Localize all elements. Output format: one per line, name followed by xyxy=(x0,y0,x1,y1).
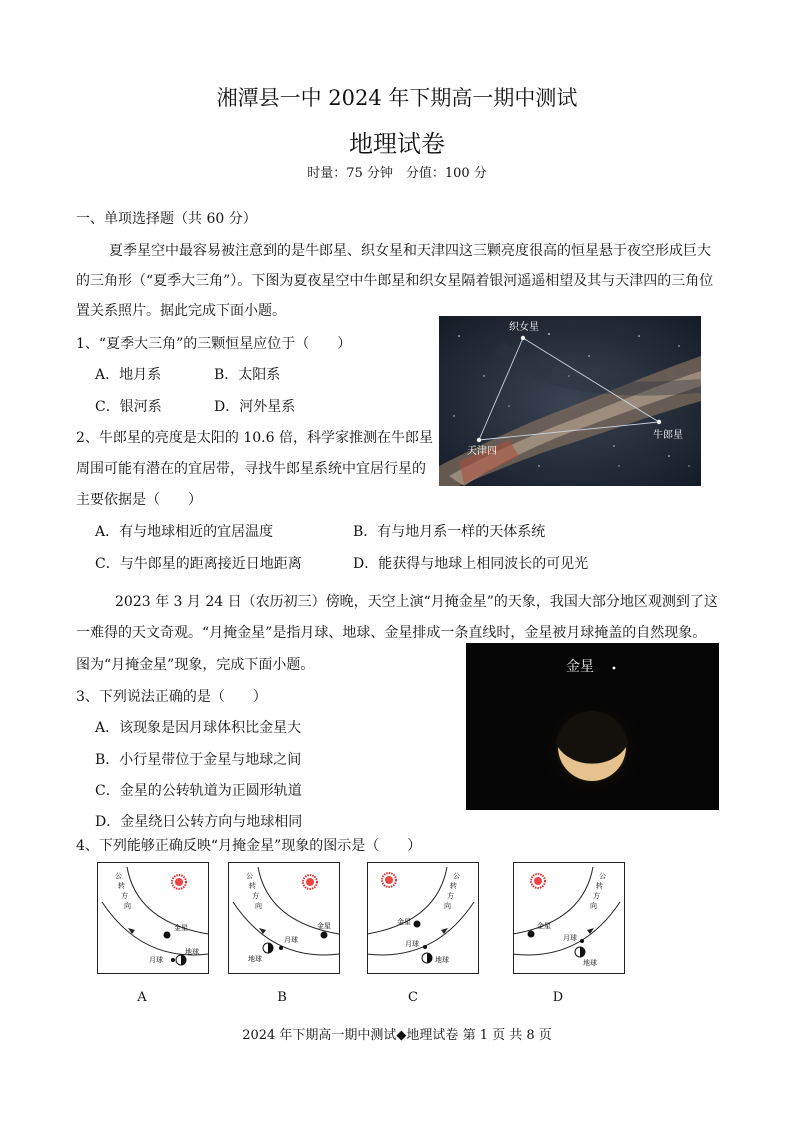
q2-option-d: D．能获得与地球上相同波长的可见光 xyxy=(353,556,589,572)
diagram-d xyxy=(513,862,625,974)
q1-option-d: D．河外星系 xyxy=(214,399,296,415)
earth-text: 地球 xyxy=(435,956,449,964)
q2-stem-line-2: 周围可能有潜在的宜居带，寻找牛郎星系统中宜居行星的 xyxy=(76,461,426,477)
moon-text: 月球 xyxy=(149,956,163,964)
diagram-d-label: D xyxy=(552,990,564,1005)
passage2-line-2: 一难得的天文奇观。“月掩金星”是指月球、地球、金星排成一条直线时，金星被月球掩盖的自然现象。 xyxy=(76,625,707,641)
moon-venus-photo xyxy=(466,643,719,810)
passage1-line-2: 的三角形（“夏季大三角”）。下图为夏夜星空中牛郎星和织女星隔着银河遥遥相望及其与天津四的三角位 xyxy=(76,273,714,289)
sun-icon xyxy=(172,875,186,889)
sun-icon xyxy=(531,874,545,888)
moon-text: 月球 xyxy=(284,936,298,944)
sun-icon xyxy=(303,875,317,889)
q2-option-b: B．有与地月系一样的天体系统 xyxy=(353,524,546,540)
q4-stem: 4、下列能够正确反映“月掩金星”现象的图示是（ ） xyxy=(76,838,422,854)
exam-title: 湘潭县一中 2024 年下期高一期中测试 xyxy=(216,86,578,110)
summer-triangle-photo xyxy=(439,316,701,486)
subject-title: 地理试卷 xyxy=(349,130,445,158)
svg-text:方: 方 xyxy=(121,892,128,900)
q1-option-a: A．地月系 xyxy=(95,367,162,383)
q1-option-b: B．太阳系 xyxy=(214,367,281,383)
earth-text: 地球 xyxy=(583,959,597,967)
vega-label: 织女星 xyxy=(509,322,539,333)
svg-text:转: 转 xyxy=(450,882,457,890)
svg-text:向: 向 xyxy=(255,902,262,910)
q1-stem: 1、“夏季大三角”的三颗恒星应位于（ ） xyxy=(76,336,352,352)
diagram-b xyxy=(228,862,340,974)
diagram-a-label: A xyxy=(137,990,147,1005)
svg-text:公: 公 xyxy=(246,872,253,880)
svg-text:公: 公 xyxy=(453,872,460,880)
diagram-a xyxy=(97,862,209,974)
venus-dot xyxy=(528,931,535,938)
section-heading: 一、单项选择题（共 60 分） xyxy=(76,211,257,227)
moon-dot xyxy=(423,945,427,949)
venus-dot xyxy=(414,921,421,928)
svg-text:公: 公 xyxy=(115,872,122,880)
earth-text: 地球 xyxy=(248,955,262,963)
diagram-c-label: C xyxy=(408,990,418,1005)
earth-icon xyxy=(422,953,432,963)
q2-stem-line-1: 2、牛郎星的亮度是太阳的 10.6 倍，科学家推测在牛郎星 xyxy=(76,430,433,446)
exam-meta: 时量：75 分钟 分值：100 分 xyxy=(307,166,487,181)
passage2-line-1: 2023 年 3 月 24 日（农历初三）傍晚，天空上演“月掩金星”的天象，我国大部分地区观测到了这 xyxy=(115,594,718,610)
svg-text:向: 向 xyxy=(590,902,597,910)
moon-text: 月球 xyxy=(563,934,577,942)
venus-text: 金星 xyxy=(174,924,188,932)
q3-option-a: A．该现象是因月球体积比金星大 xyxy=(95,720,302,736)
svg-text:向: 向 xyxy=(124,902,131,910)
q2-option-a: A．有与地球相近的宜居温度 xyxy=(95,524,274,540)
q1-option-c: C．银河系 xyxy=(95,399,162,415)
svg-text:转: 转 xyxy=(249,882,256,890)
moon-text: 月球 xyxy=(405,940,419,948)
passage2-line-3: 图为“月掩金星”现象，完成下面小题。 xyxy=(76,657,315,673)
earth-icon xyxy=(575,947,585,957)
deneb-label: 天津四 xyxy=(467,446,497,457)
moon-dot xyxy=(171,958,175,962)
passage1-line-3: 置关系照片。据此完成下面小题。 xyxy=(76,303,286,319)
svg-text:方: 方 xyxy=(252,892,259,900)
svg-text:转: 转 xyxy=(118,882,125,890)
venus-dot xyxy=(164,932,171,939)
earth-icon xyxy=(263,943,273,953)
q2-stem-line-3: 主要依据是（ ） xyxy=(76,492,202,508)
venus-text: 金星 xyxy=(317,922,331,930)
earth-icon xyxy=(176,955,186,965)
venus-text: 金星 xyxy=(537,922,551,930)
page-footer: 2024 年下期高一期中测试◆地理试卷 第 1 页 共 8 页 xyxy=(242,1028,552,1043)
moon-dot xyxy=(580,939,584,943)
venus-dot xyxy=(321,932,328,939)
svg-text:方: 方 xyxy=(593,892,600,900)
q3-option-b: B．小行星带位于金星与地球之间 xyxy=(95,752,302,768)
q2-option-c: C．与牛郎星的距离接近日地距离 xyxy=(95,556,302,572)
sun-icon xyxy=(382,873,396,887)
q3-option-d: D．金星绕日公转方向与地球相同 xyxy=(95,814,303,830)
venus-text: 金星 xyxy=(397,918,411,926)
svg-text:向: 向 xyxy=(444,902,451,910)
passage1-line-1: 夏季星空中最容易被注意到的是牛郎星、织女星和天津四这三颗亮度很高的恒星悬于夜空形成巨大 xyxy=(109,243,711,259)
svg-text:公: 公 xyxy=(599,872,606,880)
altair-label: 牛郎星 xyxy=(653,430,683,441)
q3-option-c: C．金星的公转轨道为正圆形轨道 xyxy=(95,783,302,799)
q3-stem: 3、下列说法正确的是（ ） xyxy=(76,689,267,705)
svg-text:方: 方 xyxy=(447,892,454,900)
moon-dot xyxy=(279,946,283,950)
diagram-b-label: B xyxy=(277,990,287,1005)
earth-text: 地球 xyxy=(185,948,199,956)
venus-label: 金星 xyxy=(566,659,594,675)
svg-text:转: 转 xyxy=(596,882,603,890)
diagram-c xyxy=(367,862,479,974)
